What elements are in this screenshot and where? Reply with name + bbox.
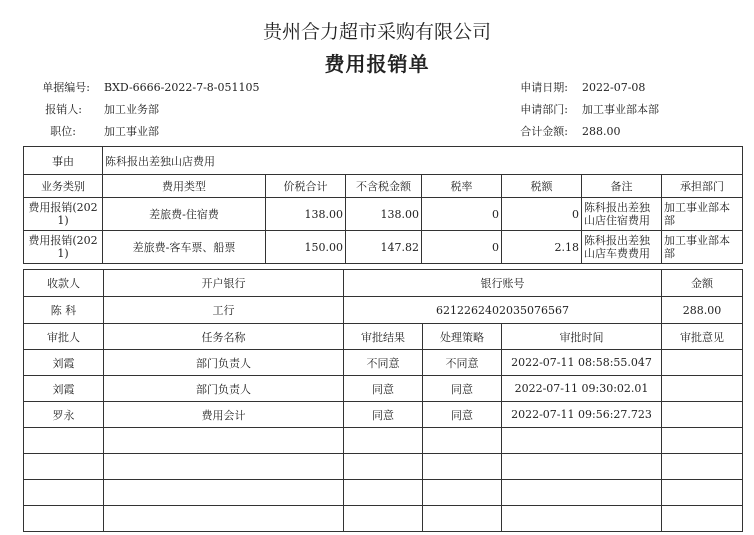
empty-cell <box>502 506 662 532</box>
empty-cell <box>104 506 344 532</box>
header-category: 业务类别 <box>24 175 103 198</box>
time-header: 审批时间 <box>502 324 662 350</box>
date-value: 2022-07-08 <box>582 81 646 94</box>
expense-row <box>24 231 743 264</box>
approval-opinion <box>662 350 743 376</box>
expense-net: 138.00 <box>346 198 422 231</box>
empty-cell <box>344 428 423 454</box>
empty-cell <box>344 480 423 506</box>
approval-result: 不同意 <box>344 350 423 376</box>
empty-cell <box>423 506 502 532</box>
approval-time: 2022-07-11 08:58:55.047 <box>502 350 662 376</box>
approval-strategy: 同意 <box>423 402 502 428</box>
expense-type: 差旅费-住宿费 <box>103 198 266 231</box>
approval-header-row <box>24 324 743 350</box>
payee-name: 陈 科 <box>24 297 104 324</box>
approver-header: 审批人 <box>24 324 104 350</box>
doc-no-label: 单据编号: <box>42 81 90 94</box>
applicant-value: 加工业务部 <box>104 103 159 116</box>
empty-cell <box>104 454 344 480</box>
expense-rate: 0 <box>422 231 502 264</box>
empty-row <box>24 480 743 506</box>
header-note: 备注 <box>582 175 662 198</box>
header-net: 不含税金额 <box>346 175 422 198</box>
expense-header-row <box>24 175 743 198</box>
empty-cell <box>662 428 743 454</box>
header-dept: 承担部门 <box>662 175 743 198</box>
approval-strategy: 不同意 <box>423 350 502 376</box>
approval-row <box>24 402 743 428</box>
expense-note: 陈科报出差独山店住宿费用 <box>582 198 662 231</box>
amount-header: 金额 <box>662 270 743 297</box>
approval-row <box>24 350 743 376</box>
empty-cell <box>423 428 502 454</box>
empty-cell <box>104 428 344 454</box>
expense-row <box>24 198 743 231</box>
empty-cell <box>502 480 662 506</box>
reason-label: 事由 <box>24 147 103 175</box>
expense-total: 138.00 <box>266 198 346 231</box>
account-header: 银行账号 <box>344 270 662 297</box>
expense-category: 费用报销(2021) <box>24 198 103 231</box>
expense-dept: 加工事业部本部 <box>662 198 743 231</box>
approver: 罗永 <box>24 402 104 428</box>
approver: 刘霞 <box>24 350 104 376</box>
approval-time: 2022-07-11 09:30:02.01 <box>502 376 662 402</box>
empty-cell <box>104 480 344 506</box>
company-name: 贵州合力超市采购有限公司 <box>262 21 491 43</box>
total-label: 合计金额: <box>520 125 568 138</box>
reason-value: 陈科报出差独山店费用 <box>103 147 743 175</box>
expense-category: 费用报销(2021) <box>24 231 103 264</box>
reason-row <box>24 147 743 175</box>
empty-cell <box>662 506 743 532</box>
approval-strategy: 同意 <box>423 376 502 402</box>
header-total: 价税合计 <box>266 175 346 198</box>
position-value: 加工事业部 <box>104 125 159 138</box>
approver: 刘霞 <box>24 376 104 402</box>
meta-row-1 <box>0 79 754 97</box>
expense-tax: 2.18 <box>502 231 582 264</box>
expense-dept: 加工事业部本部 <box>662 231 743 264</box>
header-type: 费用类型 <box>103 175 266 198</box>
empty-row <box>24 428 743 454</box>
empty-cell <box>344 506 423 532</box>
doc-no-value: BXD-6666-2022-7-8-051105 <box>104 81 260 94</box>
empty-row <box>24 454 743 480</box>
task-name: 费用会计 <box>104 402 344 428</box>
approval-opinion <box>662 402 743 428</box>
empty-row <box>24 506 743 532</box>
header-rate: 税率 <box>422 175 502 198</box>
expense-table <box>23 146 743 264</box>
empty-cell <box>662 454 743 480</box>
approval-time: 2022-07-11 09:56:27.723 <box>502 402 662 428</box>
payee-row <box>24 297 743 324</box>
bank-header: 开户银行 <box>104 270 344 297</box>
task-name: 部门负责人 <box>104 350 344 376</box>
task-name: 部门负责人 <box>104 376 344 402</box>
expense-tax: 0 <box>502 198 582 231</box>
opinion-header: 审批意见 <box>662 324 743 350</box>
empty-cell <box>423 480 502 506</box>
empty-cell <box>502 428 662 454</box>
payee-approval-table <box>23 269 743 532</box>
payee-account: 6212262402035076567 <box>344 297 662 324</box>
expense-rate: 0 <box>422 198 502 231</box>
approval-result: 同意 <box>344 376 423 402</box>
empty-cell <box>662 480 743 506</box>
empty-cell <box>24 506 104 532</box>
document-title: 费用报销单 <box>324 52 430 76</box>
empty-cell <box>24 480 104 506</box>
empty-cell <box>502 454 662 480</box>
meta-row-2 <box>0 101 754 119</box>
payee-bank: 工行 <box>104 297 344 324</box>
meta-row-3 <box>0 123 754 141</box>
date-label: 申请日期: <box>520 81 568 94</box>
header-tax: 税额 <box>502 175 582 198</box>
payee-header-row <box>24 270 743 297</box>
empty-cell <box>24 454 104 480</box>
total-value: 288.00 <box>582 125 621 138</box>
expense-note: 陈科报出差独山店车费费用 <box>582 231 662 264</box>
approval-row <box>24 376 743 402</box>
strategy-header: 处理策略 <box>423 324 502 350</box>
expense-net: 147.82 <box>346 231 422 264</box>
payee-amount: 288.00 <box>662 297 743 324</box>
position-label: 职位: <box>50 125 76 138</box>
empty-cell <box>344 454 423 480</box>
dept-value: 加工事业部本部 <box>582 103 659 116</box>
payee-header: 收款人 <box>24 270 104 297</box>
task-header: 任务名称 <box>104 324 344 350</box>
approval-opinion <box>662 376 743 402</box>
expense-type: 差旅费-客车票、船票 <box>103 231 266 264</box>
result-header: 审批结果 <box>344 324 423 350</box>
dept-label: 申请部门: <box>520 103 568 116</box>
empty-cell <box>24 428 104 454</box>
empty-cell <box>423 454 502 480</box>
expense-total: 150.00 <box>266 231 346 264</box>
applicant-label: 报销人: <box>45 103 82 116</box>
approval-result: 同意 <box>344 402 423 428</box>
